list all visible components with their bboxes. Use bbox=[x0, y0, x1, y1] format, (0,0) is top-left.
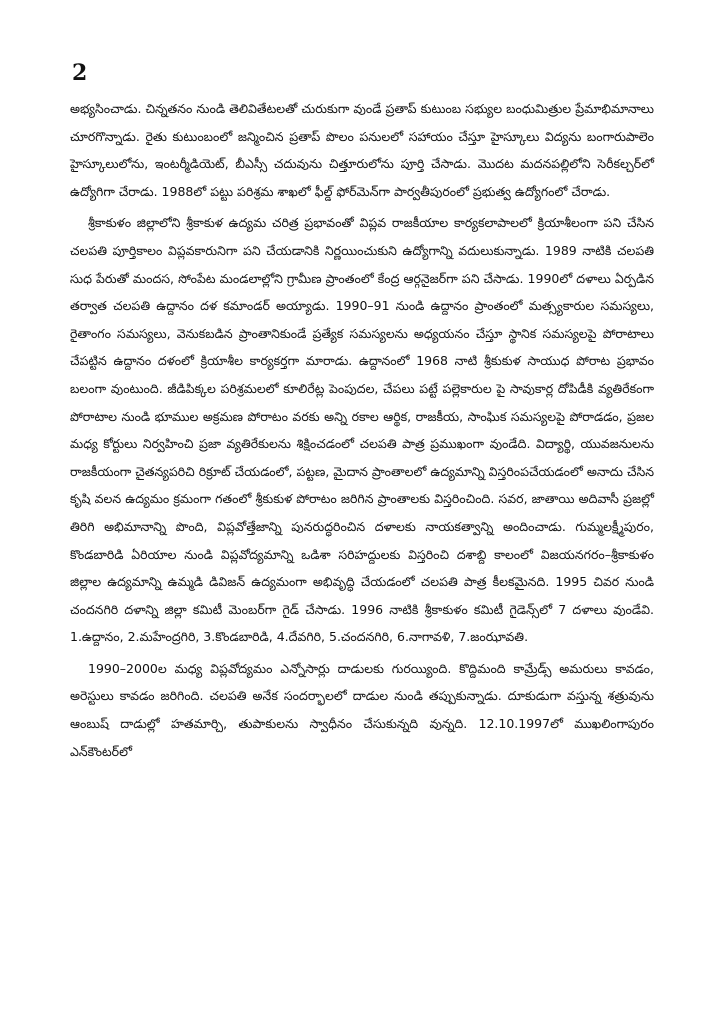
body-text bbox=[70, 95, 654, 765]
paragraph: అభ్యసించాడు. చిన్నతనం నుండి తెలివితేటలతో చురుకుగా వుండే ప్రతాప్ కుటుంబ సభ్యుల బంధుమిత్రుల ప్రేమాభిమానాలు చూరగొన్నాడు. రైతు కుటుంబంలో జన్మించిన ప్రతాప్ పొలం పనులలో సహాయం చేస్తూ హైస్కూలు విద్యను బంగారుపాలెం హైస్కూలులోను, ఇంటర్మీడియెట్, బీఎస్సీ చదువును చిత్తూరులోను పూర్తి చేసాడు. మొదట మదనపల్లిలోని సెరీకల్చర్‌లో ఉద్యోగిగా చేరాడు. 1988లో పట్టు పరిశ్రమ శాఖలో ఫీల్డ్ ఫోర్‌మెన్‌గా పార్వతీపురంలో ప్రభుత్వ ఉద్యోగంలో చేరాడు. bbox=[70, 101, 654, 199]
page-number: 2 bbox=[72, 60, 88, 86]
paragraph: 1990–2000ల మధ్య విప్లవోద్యమం ఎన్నోసార్లు దాడులకు గురయ్యింది. కొద్దిమంది కామ్రేడ్స్ అమరులు కావడం, అరెస్టులు కావడం జరిగింది. చలపతి అనేక సందర్భాలలో దాడుల నుండి తప్పుకున్నాడు. దూకుడుగా వస్తున్న శత్రువును ఆంబుష్ దాడుల్లో హతమార్చి, తుపాకులను స్వాధీనం చేసుకున్నది వున్నది. 12.10.1997లో ముఖలింగాపురం ఎన్‌కౌంటర్‌లో bbox=[70, 660, 654, 759]
paragraph: శ్రీకాకుళం జిల్లాలోని శ్రీకాకుళ ఉద్యమ చరిత్ర ప్రభావంతో విప్లవ రాజకీయాల కార్యకలాపాలలో క్రియాశీలంగా పని చేసిన చలపతి పూర్తికాలం విప్లవకారునిగా పని చేయడానికి నిర్ణయించుకుని ఉద్యోగాన్ని వదులుకున్నాడు. 1989 నాటికి చలపతి సుధ పేరుతో మందస, సోంపేట మండలాల్లోని గ్రామీణ ప్రాంతంలో కేంద్ర ఆర్గనైజర్‌గా పని చేసాడు. 1990లో దళాలు ఏర్పడిన తర్వాత చలపతి ఉద్దానం దళ కమాండర్ అయ్యాడు. 1990–91 నుండి ఉద్దానం ప్రాంతంలో మత్స్యకారుల సమస్యలు, రైతాంగం సమస్యలు, వెనుకబడిన ప్రాంతానికుండే ప్రత్యేక సమస్యలను అధ్యయనం చేస్తూ స్థానిక సమస్యలపై పోరాటాలు చేపట్టిన ఉద్దానం దళంలో క్రియాశీల కార్యకర్తగా మారాడు. ఉద్దానంలో 1968 నాటి శ్రీకుకుళ సాయుధ పోరాట ప్రభావం బలంగా వుంటుంది. జీడిపిక్కల పరిశ్రమలలో కూలిరేట్ల పెంపుదల, చేపలు పట్టే పల్లెకారుల పై సావుకార్ల దోపిడీకి వ్యతిరేకంగా పోరాటాల నుండి భూముల అక్రమణ పోరాటం వరకు అన్ని రకాల ఆర్థిక, రాజకీయ, సాంఘిక సమస్యలపై పోరాడడం, ప్రజల మధ్య కోర్టులు నిర్వహించి ప్రజా వ్యతిరేకులను శిక్షించడంలో చలపతి పాత్ర ప్రముఖంగా వుండేది. విద్యార్థి, యువజనులను రాజకీయంగా చైతన్యపరిచి రిక్రూట్ చేయడంలో, పట్టణ, మైదాన ప్రాంతాలలో ఉద్యమాన్ని విస్తరింపచేయడంలో అనాదు చేసిన కృషి వలన ఉద్యమం క్రమంగా గతంలో శ్రీకుకుళ పోరాటం జరిగిన ప్రాంతాలకు విస్తరించింది. సవర, జాతాయి అదివాసీ ప్రజల్లో తిరిగి అభిమానాన్ని పొంది, విప్లవోత్తేజాన్ని పునరుద్ధరించిన దళాలకు నాయకత్వాన్ని అందించాడు. గుమ్మలక్ష్మీపురం, కొండబారిడి ఏరియాల నుండి విప్లవోద్యమాన్ని ఒడిశా సరిహద్దులకు విస్తరించి దశాబ్ది కాలంలో విజయనగరం–శ్రీకాకుళం జిల్లాల ఉద్యమాన్ని ఉమ్మడి డివిజన్ ఉద్యమంగా అభివృద్ధి చేయడంలో చలపతి పాత్ర కీలకమైనది. 1995 చివర నుండి చందనగిరి దళాన్ని జిల్లా కమిటీ మెంబర్‌గా గైడ్ చేసాడు. 1996 నాటికి శ్రీకాకుళం కమిటీ గైడెన్స్‌లో 7 దళాలు వుండేవి. 1.ఉద్దానం, 2.మహేంద్రగిరి, 3.కొండబారిడి, 4.దేవగిరి, 5.చందనగిరి, 6.నాగావళి, 7.జంఝావతి. bbox=[70, 215, 654, 645]
